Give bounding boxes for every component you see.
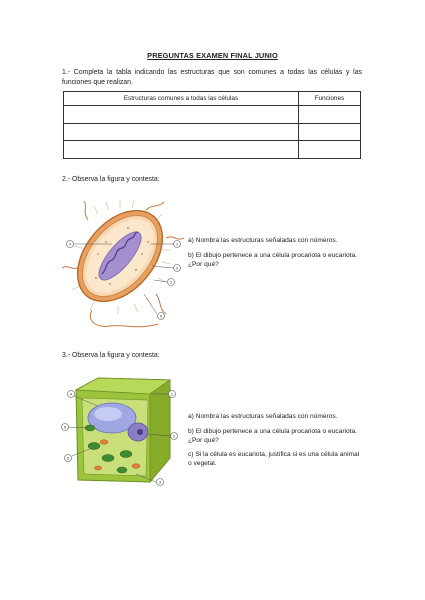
table-cell[interactable] — [298, 141, 360, 159]
page-title: PREGUNTAS EXAMEN FINAL JUNIO — [147, 51, 278, 60]
table-cell[interactable] — [298, 123, 360, 141]
label-number: 1 — [175, 241, 179, 247]
question-1-text: 1.- Completa la tabla indicando las estructuras que son comunes a todas las células y las funciones que realizan. — [62, 69, 362, 86]
plant-cell-figure — [58, 372, 188, 492]
vacuole-highlight — [94, 407, 122, 421]
question-3c: c) Si la célula es eucariota, justifica si es una célula animal o vegetal. — [188, 451, 360, 467]
question-3a: a) Nombra las estructuras señaladas con números. — [188, 413, 338, 420]
label-number: 2 — [172, 433, 176, 439]
table-row — [64, 123, 361, 141]
table-row — [64, 106, 361, 124]
table-cell[interactable] — [298, 106, 360, 124]
table-row — [64, 141, 361, 159]
label-number: 5 — [63, 424, 67, 430]
column-header-structures: Estructuras comunes a todas las células — [64, 92, 299, 106]
question-2b: b) El dibujo pertenece a una célula procariota o eucariota. ¿Por qué? — [188, 252, 357, 268]
table-header-row — [64, 92, 361, 106]
label-number: 4 — [69, 391, 73, 397]
question-2a: a) Nombra las estructuras señaladas con números. — [188, 237, 338, 244]
label-number: 6 — [66, 455, 70, 461]
table-cell[interactable] — [64, 106, 299, 124]
label-number: 2 — [175, 265, 179, 271]
nucleolus — [137, 429, 143, 435]
prokaryotic-cell-figure — [58, 198, 188, 338]
answer-table — [63, 91, 361, 159]
label-number: 4 — [68, 241, 72, 247]
label-number: 5 — [159, 313, 163, 319]
label-number: 3 — [169, 279, 173, 285]
question-3-heading: 3.- Observa la figura y contesta: — [62, 352, 160, 359]
table-cell[interactable] — [64, 123, 299, 141]
table-cell[interactable] — [64, 141, 299, 159]
label-number: 1 — [170, 391, 174, 397]
column-header-functions: Funciones — [298, 92, 360, 106]
question-2-heading: 2.- Observa la figura y contesta: — [62, 176, 160, 183]
label-number: 3 — [158, 479, 162, 485]
question-3b: b) El dibujo pertenece a una célula procariota o eucariota. ¿Por qué? — [188, 428, 357, 444]
